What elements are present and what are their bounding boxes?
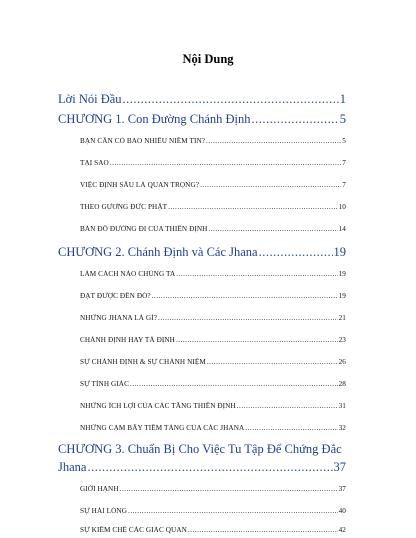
- toc-entry-page: 28: [338, 380, 346, 388]
- toc-entry-label: BẢN ĐỒ ĐƯỜNG ĐI CỦA THIỀN ĐỊNH: [80, 225, 208, 233]
- dot-leader: [128, 507, 338, 515]
- toc-entry-page: 23: [338, 336, 346, 344]
- toc-entry-page: 10: [338, 203, 346, 211]
- toc-entry-label: SỰ KIỀM CHẾ CÁC GIÁC QUAN: [80, 526, 187, 534]
- toc-entry-label: SỰ TỈNH GIÁC: [80, 380, 129, 388]
- dot-leader: [87, 460, 332, 475]
- dot-leader: [120, 485, 338, 493]
- toc-title: Nội Dung: [182, 52, 234, 66]
- toc-entry-page: 5: [342, 137, 346, 145]
- toc-entry[interactable]: [80, 424, 346, 432]
- toc-entry-label: SỰ CHÁNH ĐỊNH & SỰ CHÁNH NIỆM: [80, 358, 206, 366]
- toc-entry-label: SỰ HÀI LÒNG: [80, 507, 128, 515]
- dot-leader: [207, 358, 338, 366]
- toc-entry[interactable]: [80, 507, 346, 515]
- toc-entry[interactable]: [58, 460, 346, 475]
- toc-entry-page: 37: [338, 485, 346, 493]
- toc-entry[interactable]: [80, 485, 346, 493]
- toc-entry-page: 19: [333, 245, 346, 259]
- dot-leader: [176, 270, 337, 278]
- toc-entry[interactable]: [80, 358, 346, 366]
- toc-entry[interactable]: [80, 203, 346, 211]
- dot-leader: [168, 203, 337, 211]
- toc-entry-label: TẠI SAO: [80, 159, 109, 167]
- toc-entry-page: 37: [333, 460, 346, 474]
- toc-entry-page: 5: [339, 112, 346, 126]
- toc-entry-label: NHỮNG ÍCH LỢI CỦA CÁC TẦNG THIỀN ĐỊNH: [80, 402, 236, 410]
- dot-leader: [208, 225, 337, 233]
- toc-entry-page: 7: [342, 181, 346, 189]
- toc-entry-page: 26: [338, 358, 346, 366]
- toc-entry-label: CHƯƠNG 1. Con Đường Chánh Định: [58, 112, 251, 126]
- toc-entry-label: Lời Nói Đầu: [58, 92, 122, 106]
- dot-leader: [259, 245, 333, 260]
- toc-entry-page: 1: [339, 92, 346, 106]
- toc-entry-label: LÀM CÁCH NÀO CHÚNG TA: [80, 270, 176, 278]
- dot-leader: [152, 292, 338, 300]
- dot-leader: [130, 380, 338, 388]
- toc-entry-label: NHỮNG JHANA LÀ GÌ?: [80, 314, 158, 322]
- toc-entry-label: GIỚI HẠNH: [80, 485, 119, 493]
- toc-entry-label: THEO GƯƠNG ĐỨC PHẬT: [80, 203, 168, 211]
- toc-entry-page: 40: [338, 507, 346, 515]
- toc-entry-label: CHÁNH ĐỊNH HAY TÀ ĐỊNH: [80, 336, 175, 344]
- toc-entry[interactable]: [80, 336, 346, 344]
- toc-entry[interactable]: [58, 92, 346, 107]
- toc-entry-page: 19: [338, 270, 346, 278]
- dot-leader: [206, 137, 341, 145]
- toc-entry-label: ĐẠT ĐƯỢC ĐẾN ĐÓ?: [80, 292, 151, 300]
- toc-entry[interactable]: [80, 137, 346, 145]
- toc-entry[interactable]: [80, 159, 346, 167]
- toc-entry[interactable]: [80, 402, 346, 410]
- toc-entry[interactable]: [80, 380, 346, 388]
- toc-entry[interactable]: [80, 181, 346, 189]
- toc-entry[interactable]: [80, 526, 346, 534]
- dot-leader: [176, 336, 338, 344]
- dot-leader: [158, 314, 338, 322]
- dot-leader: [200, 181, 341, 189]
- dot-leader: [252, 112, 339, 127]
- toc-entry-label: CHƯƠNG 2. Chánh Định và Các Jhana: [58, 245, 258, 259]
- toc-entry-page: 42: [338, 526, 346, 534]
- toc-entry[interactable]: [80, 225, 346, 233]
- dot-leader: [123, 92, 339, 107]
- toc-entry-page: 14: [338, 225, 346, 233]
- toc-entry[interactable]: [80, 270, 346, 278]
- dot-leader: [110, 159, 341, 167]
- toc-entry-page: 32: [338, 424, 346, 432]
- dot-leader: [237, 402, 338, 410]
- toc-entry-page: 31: [338, 402, 346, 410]
- dot-leader: [188, 526, 338, 534]
- toc-entry[interactable]: [58, 112, 346, 127]
- toc-entry-page: 21: [338, 314, 346, 322]
- toc-entry[interactable]: [58, 245, 346, 260]
- toc-entry-label: VIỆC ĐỊNH SÂU LÀ QUAN TRỌNG?: [80, 181, 200, 189]
- toc-entry[interactable]: [80, 292, 346, 300]
- dot-leader: [245, 424, 337, 432]
- toc-entry-page: 7: [342, 159, 346, 167]
- toc-entry-label-line1[interactable]: CHƯƠNG 3. Chuẩn Bị Cho Việc Tu Tập Để Chứng Đắc: [58, 442, 342, 456]
- toc-entry-label: NHỮNG CẠM BẪY TIỀM TÀNG CỦA CÁC JHANA: [80, 424, 245, 432]
- toc-entry[interactable]: [80, 314, 346, 322]
- toc-entry-label: Jhana: [58, 460, 87, 474]
- toc-entry-page: 19: [338, 292, 346, 300]
- toc-entry-label: BẠN CẦN CÓ BAO NHIÊU NIỀM TIN?: [80, 137, 206, 145]
